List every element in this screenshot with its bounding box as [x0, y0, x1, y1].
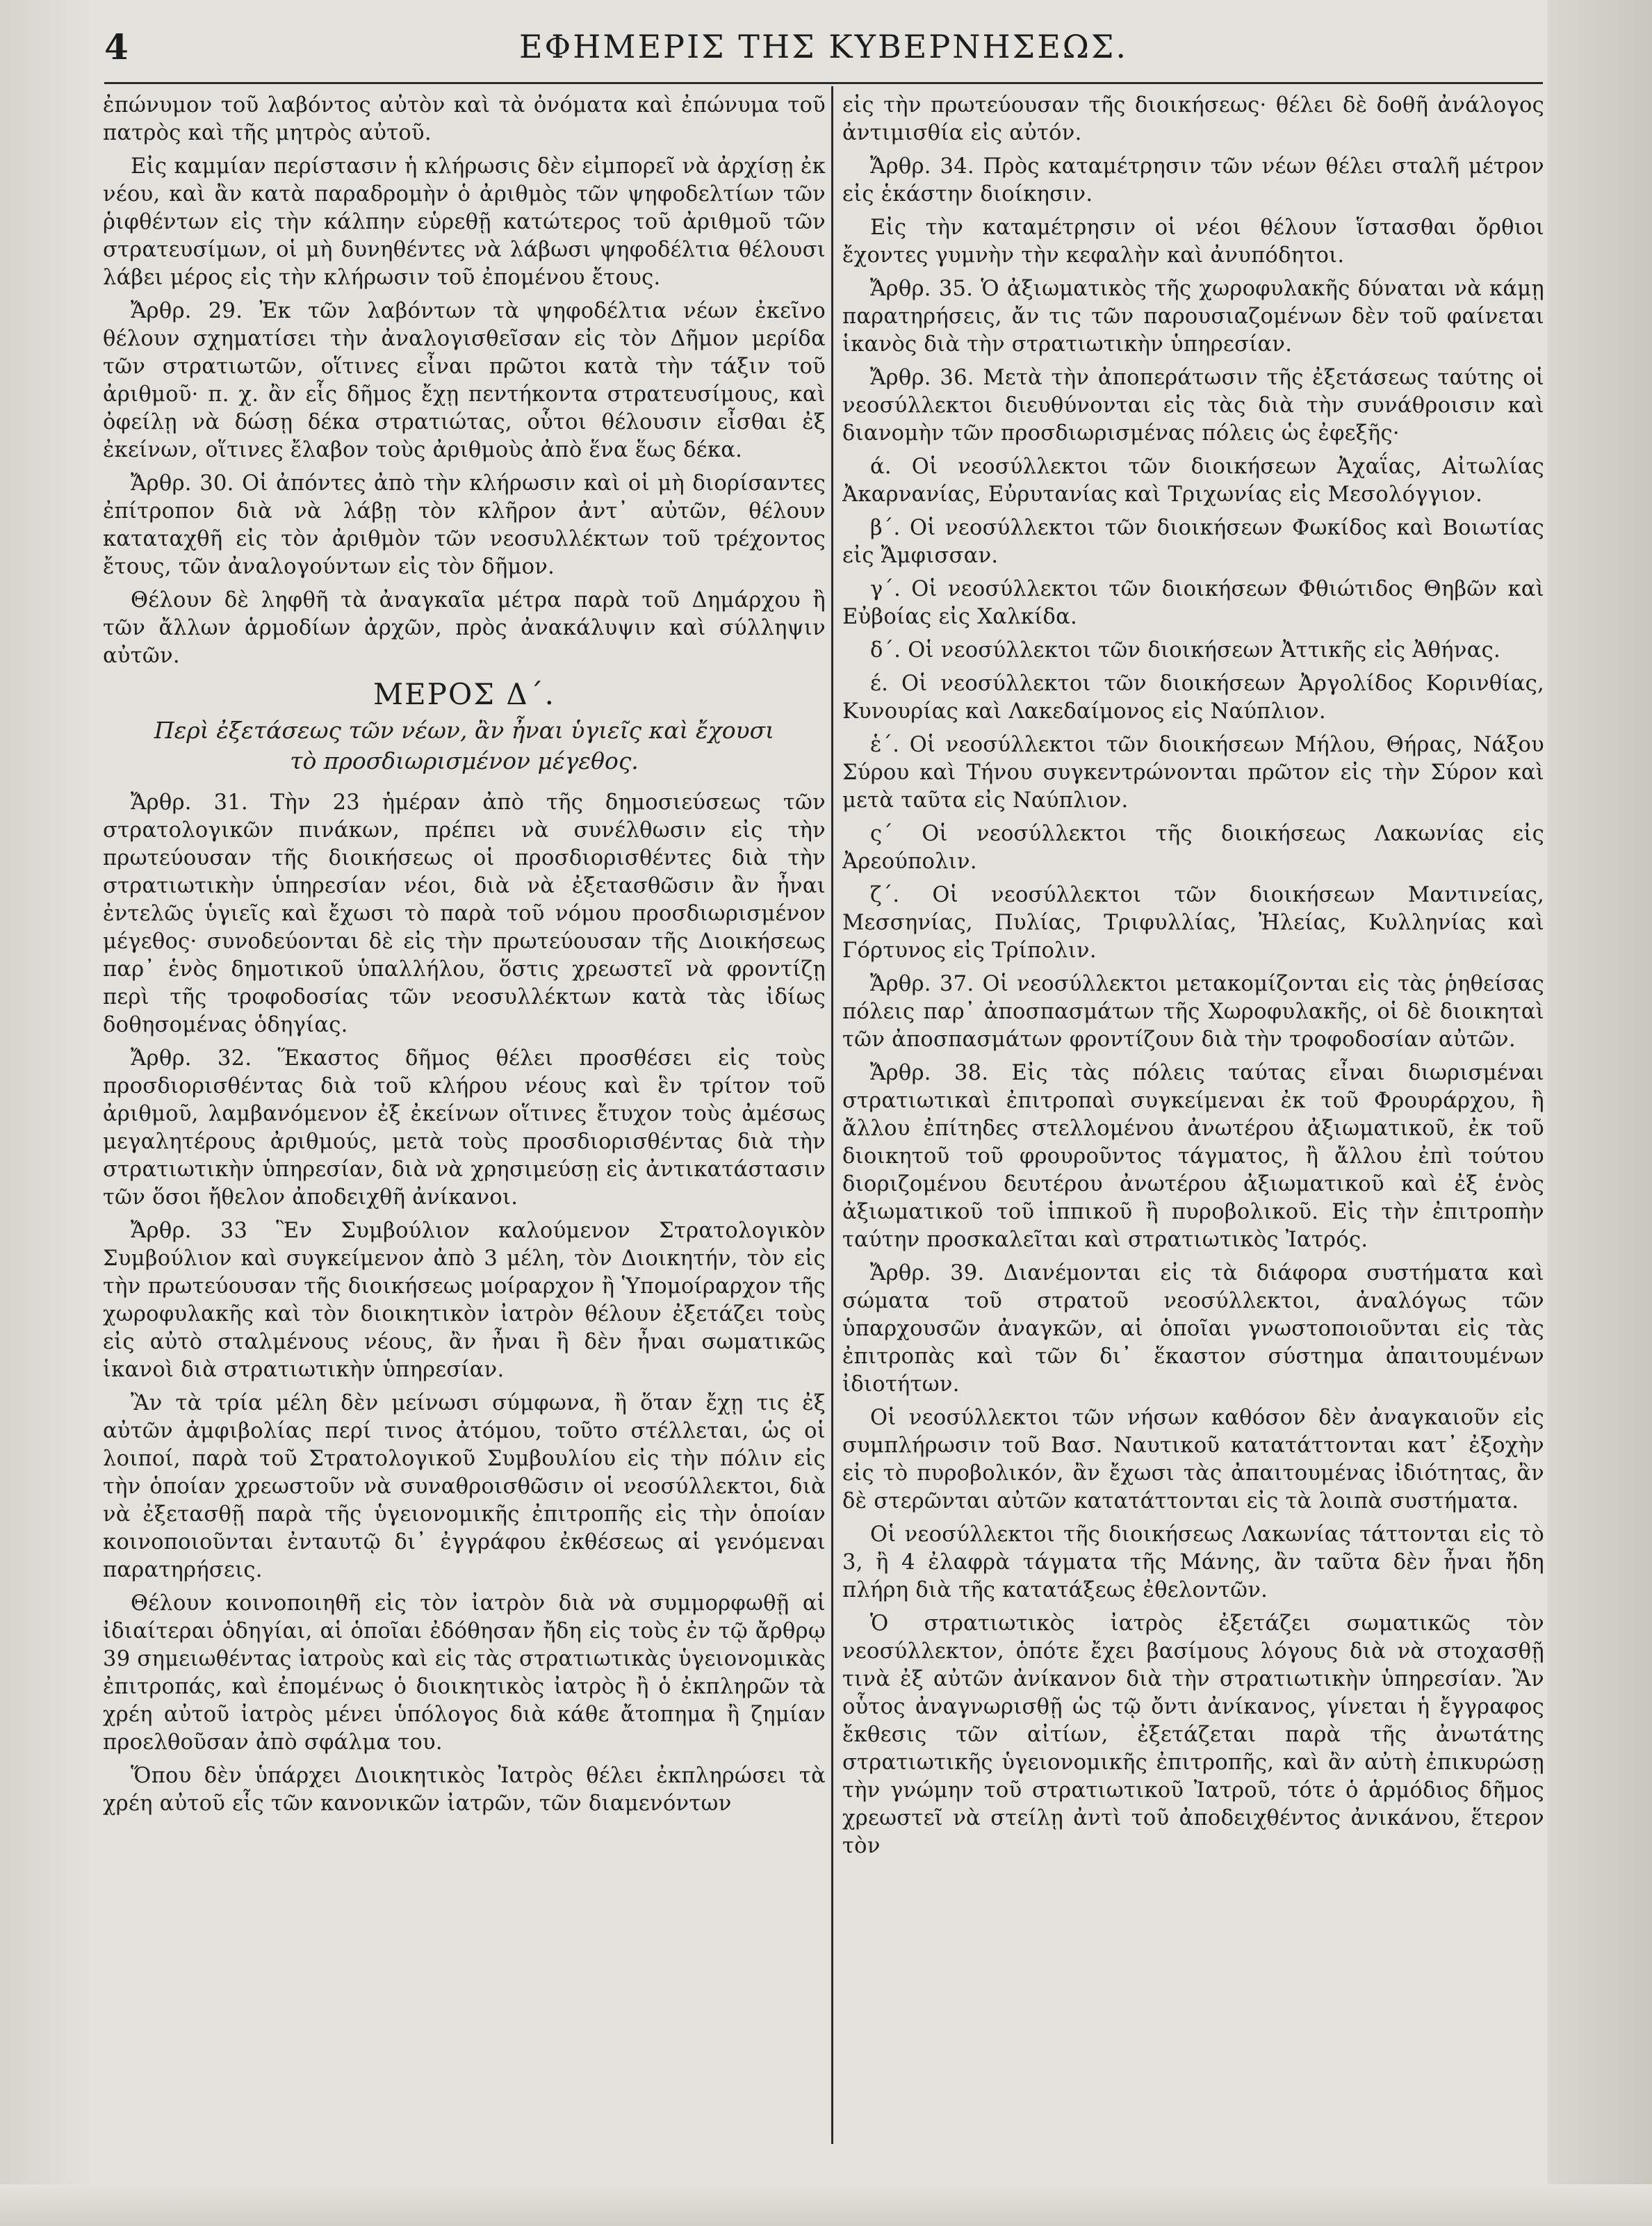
- page-header: [104, 26, 1543, 75]
- paragraph: Ἄρθρ. 36. Μετὰ τὴν ἀποπεράτωσιν τῆς ἐξετάσεως ταύτης οἱ νεοσύλλεκτοι διευθύνονται εἰς τὰς διὰ τὴν συνάθροισιν καὶ διανομὴν τῶν προσδιωρισμένας πόλεις ὡς ἐφεξῆς·: [842, 366, 1544, 446]
- adjacent-page-edge: [1548, 0, 1652, 2226]
- paragraph: Θέλουν δὲ ληφθῆ τὰ ἀναγκαῖα μέτρα παρὰ τοῦ Δημάρχου ἢ τῶν ἄλλων ἁρμοδίων ἀρχῶν, πρὸς ἀνακάλυψιν καὶ σύλληψιν αὐτῶν.: [103, 588, 826, 668]
- column-divider: [831, 86, 833, 2144]
- paragraph: Εἰς καμμίαν περίστασιν ἡ κλήρωσις δὲν εἰμπορεῖ νὰ ἀρχίσῃ ἐκ νέου, καὶ ἂν κατὰ παραδρομὴν ὁ ἀριθμὸς τῶν ψηφοδελτίων τῶν ῥιφθέντων εἰς τὴν κάλπην εὑρεθῇ κατώτερος τοῦ ἀριθμοῦ τῶν στρατευσίμων, οἱ μὴ δυνηθέντες νὰ λάβωσι ψηφοδέλτια θέλουσι λάβει μέρος εἰς τὴν κλήρωσιν τοῦ ἐπομένου ἔτους.: [103, 154, 826, 290]
- left-margin-shadow: [0, 0, 97, 2226]
- section-subtitle: Περὶ ἐξετάσεως τῶν νέων, ἂν ἦναι ὑγιεῖς καὶ ἔχουσι τὸ προσδιωρισμένον μέγεθος.: [154, 717, 775, 774]
- paragraph: Ἄρθρ. 37. Οἱ νεοσύλλεκτοι μετακομίζονται εἰς τὰς ῥηθείσας πόλεις παρ᾿ ἀποσπασμάτων τῆς Χωροφυλακῆς, οἱ δὲ διοικηταὶ τῶν ἀποσπασμάτων φροντίζουν διὰ τὴν τροφοδοσίαν αὐτῶν.: [842, 972, 1544, 1052]
- paragraph: Ἄρθρ. 30. Οἱ ἀπόντες ἀπὸ τὴν κλήρωσιν καὶ οἱ μὴ διορίσαντες ἐπίτροπον διὰ νὰ λάβῃ τὸν κλῆρον ἀντ᾿ αὐτῶν, θέλουν καταταχθῆ εἰς τὸν ἀριθμὸν τῶν νεοσυλλέκτων τοῦ τρέχοντος ἔτους, τῶν ἀναλογούντων εἰς τὸν δῆμον.: [103, 471, 826, 579]
- paragraph: έ. Οἱ νεοσύλλεκτοι τῶν διοικήσεων Ἀργολίδος Κορινθίας, Κυνουρίας καὶ Λακεδαίμονος εἰς Ναύπλιον.: [842, 672, 1544, 724]
- paragraph: Ἂν τὰ τρία μέλη δὲν μείνωσι σύμφωνα, ἢ ὅταν ἔχῃ τις ἐξ αὐτῶν ἀμφιβολίας περί τινος ἀτόμου, τοῦτο στέλλεται, ὡς οἱ λοιποί, παρὰ τοῦ Στρατολογικοῦ Συμβουλίου εἰς τὴν πόλιν εἰς τὴν ὁποίαν χρεωστοῦν νὰ συναθροισθῶσιν οἱ νεοσύλλεκτοι, διὰ νὰ ἐξετασθῇ παρὰ τῆς ὑγειονομικῆς ἐπιτροπῆς εἰς τὴν ὁποίαν κοινοποιοῦνται ἐνταυτῷ δι᾿ ἐγγράφου ἐκθέσεως αἱ γενόμεναι παρατηρήσεις.: [103, 1391, 826, 1582]
- left-column: [103, 92, 826, 2163]
- paragraph: Οἱ νεοσύλλεκτοι τῶν νήσων καθόσον δὲν ἀναγκαιοῦν εἰς συμπλήρωσιν τοῦ Βασ. Ναυτικοῦ κατατάττονται κατ᾿ ἐξοχὴν εἰς τὸ πυροβολικόν, ἂν ἔχωσι τὰς ἀπαιτουμένας ἰδιότητας, ἂν δὲ στερῶνται αὐτῶν κατατάττονται εἰς τὰ λοιπὰ συστήματα.: [842, 1406, 1544, 1513]
- paragraph: Ἄρθρ. 31. Τὴν 23 ἡμέραν ἀπὸ τῆς δημοσιεύσεως τῶν στρατολογικῶν πινάκων, πρέπει νὰ συνέλθωσιν εἰς τὴν πρωτεύουσαν τῆς διοικήσεως οἱ προσδιορισθέντες διὰ τὴν στρατιωτικὴν ὑπηρεσίαν νέοι, διὰ νὰ ἐξετασθῶσιν ἂν ἦναι ἐντελῶς ὑγιεῖς καὶ ἔχωσι τὸ παρὰ τοῦ νόμου προσδιωρισμένον μέγεθος· συνοδεύονται δὲ εἰς τὴν πρωτεύουσαν τῆς Διοικήσεως παρ᾿ ἑνὸς δημοτικοῦ ὑπαλλήλου, ὅστις χρεωστεῖ νὰ φροντίζῃ περὶ τῆς τροφοδοσίας τῶν νεοσυλλέκτων κατὰ τὰς ἰδίως δοθησομένας ὁδηγίας.: [103, 790, 826, 1037]
- paragraph: Ὁ στρατιωτικὸς ἰατρὸς ἐξετάζει σωματικῶς τὸν νεοσύλλεκτον, ὁπότε ἔχει βασίμους λόγους διὰ νὰ στοχασθῇ τινὰ ἐξ αὐτῶν ἀνίκανον διὰ τὴν στρατιωτικὴν ὑπηρεσίαν. Ἂν οὗτος ἀναγνωρισθῇ ὡς τῷ ὄντι ἀνίκανος, γίνεται ἡ ἔγγραφος ἔκθεσις τῶν αἰτίων, ἐξετάζεται παρὰ τῆς ἀνωτάτης στρατιωτικῆς ὑγειονομικῆς ἐπιτροπῆς, καὶ ἂν αὐτὴ ἐπικυρώσῃ τὴν γνώμην τοῦ στρατιωτικοῦ Ἰατροῦ, τότε ὁ ἁρμόδιος δῆμος χρεωστεῖ νὰ στείλῃ ἀντὶ τοῦ ἀποδειχθέντος ἀνικάνου, ἕτερον τὸν: [842, 1611, 1544, 1858]
- paragraph: β΄. Οἱ νεοσύλλεκτοι τῶν διοικήσεων Φωκίδος καὶ Βοιωτίας εἰς Ἄμφισσαν.: [842, 516, 1544, 568]
- paragraph: Οἱ νεοσύλλεκτοι τῆς διοικήσεως Λακωνίας τάττονται εἰς τὸ 3, ἢ 4 ἐλαφρὰ τάγματα τῆς Μάνης, ἂν ταῦτα δὲν ἦναι ἤδη πλήρη διὰ τῆς κατατάξεως ἐθελοντῶν.: [842, 1522, 1544, 1602]
- paragraph: ἐπώνυμον τοῦ λαβόντος αὐτὸν καὶ τὰ ὀνόματα καὶ ἐπώνυμα τοῦ πατρὸς καὶ τῆς μητρὸς αὐτοῦ.: [103, 93, 826, 145]
- right-column: [842, 92, 1544, 2163]
- paragraph: Ἄρθρ. 29. Ἐκ τῶν λαβόντων τὰ ψηφοδέλτια νέων ἐκεῖνο θέλουν σχηματίσει τὴν ἀναλογισθεῖσαν εἰς τὸν Δῆμον μερίδα τῶν στρατιωτῶν, οἵτινες εἶναι πρῶτοι κατὰ τὴν τάξιν τοῦ ἀριθμοῦ· π. χ. ἂν εἷς δῆμος ἔχῃ πεντήκοντα στρατευσίμους, καὶ ὀφείλῃ νὰ δώσῃ δέκα στρατιώτας, οὗτοι θέλουσιν εἶσθαι ἐξ ἐκείνων, οἵτινες ἔλαβον τοὺς ἀριθμοὺς ἀπὸ ἕνα ἕως δέκα.: [103, 299, 826, 462]
- page-title: ΕΦΗΜΕΡΙΣ ΤΗΣ ΚΥΒΕΡΝΗΣΕΩΣ.: [518, 28, 1129, 65]
- paragraph: Εἰς τὴν καταμέτρησιν οἱ νέοι θέλουν ἵστασθαι ὄρθιοι ἔχοντες γυμνὴν τὴν κεφαλὴν καὶ ἀνυπόδητοι.: [842, 216, 1544, 268]
- section-title: ΜΕΡΟΣ Δ΄.: [373, 677, 556, 711]
- paragraph: γ΄. Οἱ νεοσύλλεκτοι τῶν διοικήσεων Φθιώτιδος Θηβῶν καὶ Εὐβοίας εἰς Χαλκίδα.: [842, 577, 1544, 629]
- paragraph: Ἄρθρ. 35. Ὁ ἀξιωματικὸς τῆς χωροφυλακῆς δύναται νὰ κάμῃ παρατηρήσεις, ἄν τις τῶν παρουσιαζομένων δὲν τοῦ φαίνεται ἱκανὸς διὰ τὴν στρατιωτικὴν ὑπηρεσίαν.: [842, 277, 1544, 357]
- paragraph: Ἄρθρ. 38. Εἰς τὰς πόλεις ταύτας εἶναι διωρισμέναι στρατιωτικαὶ ἐπιτροπαὶ συγκείμεναι ἐκ τοῦ Φρουράρχου, ἢ ἄλλου ἐπίτηδες στελλομένου ἀνωτέρου ἀξιωματικοῦ, ἐκ τοῦ διοικητοῦ τοῦ φρουροῦντος τάγματος, ἢ ἄλλου ἐπὶ τούτου διοριζομένου δευτέρου ἀνωτέρου ἀξιωματικοῦ καὶ ἐξ ἑνὸς ἀξιωματικοῦ τοῦ ἱππικοῦ ἢ πυροβολικοῦ. Εἰς τὴν ἐπιτροπὴν ταύτην προσκαλεῖται καὶ στρατιωτικὸς Ἰατρός.: [842, 1061, 1544, 1252]
- paragraph: Ἄρθρ. 39. Διανέμονται εἰς τὰ διάφορα συστήματα καὶ σώματα τοῦ στρατοῦ νεοσύλλεκτοι, ἀναλόγως τῶν ὑπαρχουσῶν ἀναγκῶν, αἱ ὁποῖαι γνωστοποιοῦνται εἰς τὰς ἐπιτροπὰς καὶ τῶν δι᾿ ἕκαστον σύστημα ἀπαιτουμένων ἰδιοτήτων.: [842, 1261, 1544, 1397]
- paragraph: ζ΄. Οἱ νεοσύλλεκτοι τῶν διοικήσεων Μαντινείας, Μεσσηνίας, Πυλίας, Τριφυλλίας, Ἠλείας, Κυλληνίας καὶ Γόρτυνος εἰς Τρίπολιν.: [842, 883, 1544, 963]
- paragraph: Ἄρθρ. 32. Ἕκαστος δῆμος θέλει προσθέσει εἰς τοὺς προσδιορισθέντας διὰ τοῦ κλήρου νέους καὶ ἓν τρίτον τοῦ ἀριθμοῦ, λαμβανόμενον ἐξ ἐκείνων οἵτινες ἔτυχον τοὺς ἀμέσως μεγαλητέρους ἀριθμούς, μετὰ τοὺς προσδιορισθέντας διὰ τὴν στρατιωτικὴν ὑπηρεσίαν, διὰ νὰ χρησιμεύσῃ εἰς ἀντικατάστασιν τῶν ὅσοι ἤθελον ἀποδειχθῆ ἀνίκανοι.: [103, 1046, 826, 1210]
- page-number: 4: [104, 26, 129, 67]
- paragraph: Θέλουν κοινοποιηθῆ εἰς τὸν ἰατρὸν διὰ νὰ συμμορφωθῇ αἱ ἰδιαίτεραι ὁδηγίαι, αἱ ὁποῖαι ἐδόθησαν ἤδη εἰς τοὺς ἐν τῷ ἄρθρῳ 39 σημειωθέντας ἰατροὺς καὶ εἰς τὰς στρατιωτικὰς ὑγειονομικὰς ἐπιτροπάς, καὶ ἐπομένως ὁ διοικητικὸς ἰατρὸς ἢ ὁ ἐκπληρῶν τὰ χρέη αὐτοῦ ἰατρὸς μένει ὑπόλογος διὰ κάθε ἄτοπημα ἢ ζημίαν προελθοῦσαν ἀπὸ σφάλμα του.: [103, 1591, 826, 1755]
- paragraph: Ἄρθρ. 33 Ἓν Συμβούλιον καλούμενον Στρατολογικὸν Συμβούλιον καὶ συγκείμενον ἀπὸ 3 μέλη, τὸν Διοικητήν, τὸν εἰς τὴν πρωτεύουσαν τῆς διοικήσεως μοίραρχον ἢ Ὑπομοίραρχον τῆς χωροφυλακῆς καὶ τὸν διοικητικὸν ἰατρὸν θέλουν ἐξετάζει τοὺς εἰς αὐτὸ σταλμένους νέους, ἂν ἦναι ἢ δὲν ἦναι σωματικῶς ἱκανοὶ διὰ στρατιωτικὴν ὑπηρεσίαν.: [103, 1219, 826, 1382]
- paragraph: ἑ΄. Οἱ νεοσύλλεκτοι τῶν διοικήσεων Μήλου, Θήρας, Νάξου Σύρου καὶ Τήνου συγκεντρώνονται πρῶτον εἰς τὴν Σύρον καὶ μετὰ ταῦτα εἰς Ναύπλιον.: [842, 733, 1544, 813]
- bottom-page-edge: [0, 2184, 1652, 2226]
- paragraph: ά. Οἱ νεοσύλλεκτοι τῶν διοικήσεων Ἀχαΐας, Αἰτωλίας Ἀκαρνανίας, Εὐρυτανίας καὶ Τριχωνίας εἰς Μεσολόγγιον.: [842, 455, 1544, 507]
- paragraph: εἰς τὴν πρωτεύουσαν τῆς διοικήσεως· θέλει δὲ δοθῆ ἀνάλογος ἀντιμισθία εἰς αὐτόν.: [842, 93, 1544, 145]
- paragraph: Ἄρθρ. 34. Πρὸς καταμέτρησιν τῶν νέων θέλει σταλῆ μέτρον εἰς ἑκάστην διοίκησιν.: [842, 154, 1544, 206]
- paragraph: δ΄. Οἱ νεοσύλλεκτοι τῶν διοικήσεων Ἀττικῆς εἰς Ἀθήνας.: [870, 638, 1500, 663]
- paragraph: Ὅπου δὲν ὑπάρχει Διοικητικὸς Ἰατρὸς θέλει ἐκπληρώσει τὰ χρέη αὐτοῦ εἷς τῶν κανονικῶν ἰατρῶν, τῶν διαμενόντων: [103, 1764, 826, 1816]
- paragraph: ς΄ Οἱ νεοσύλλεκτοι τῆς διοικήσεως Λακωνίας εἰς Ἀρεούπολιν.: [842, 822, 1544, 874]
- header-rule: [104, 82, 1543, 84]
